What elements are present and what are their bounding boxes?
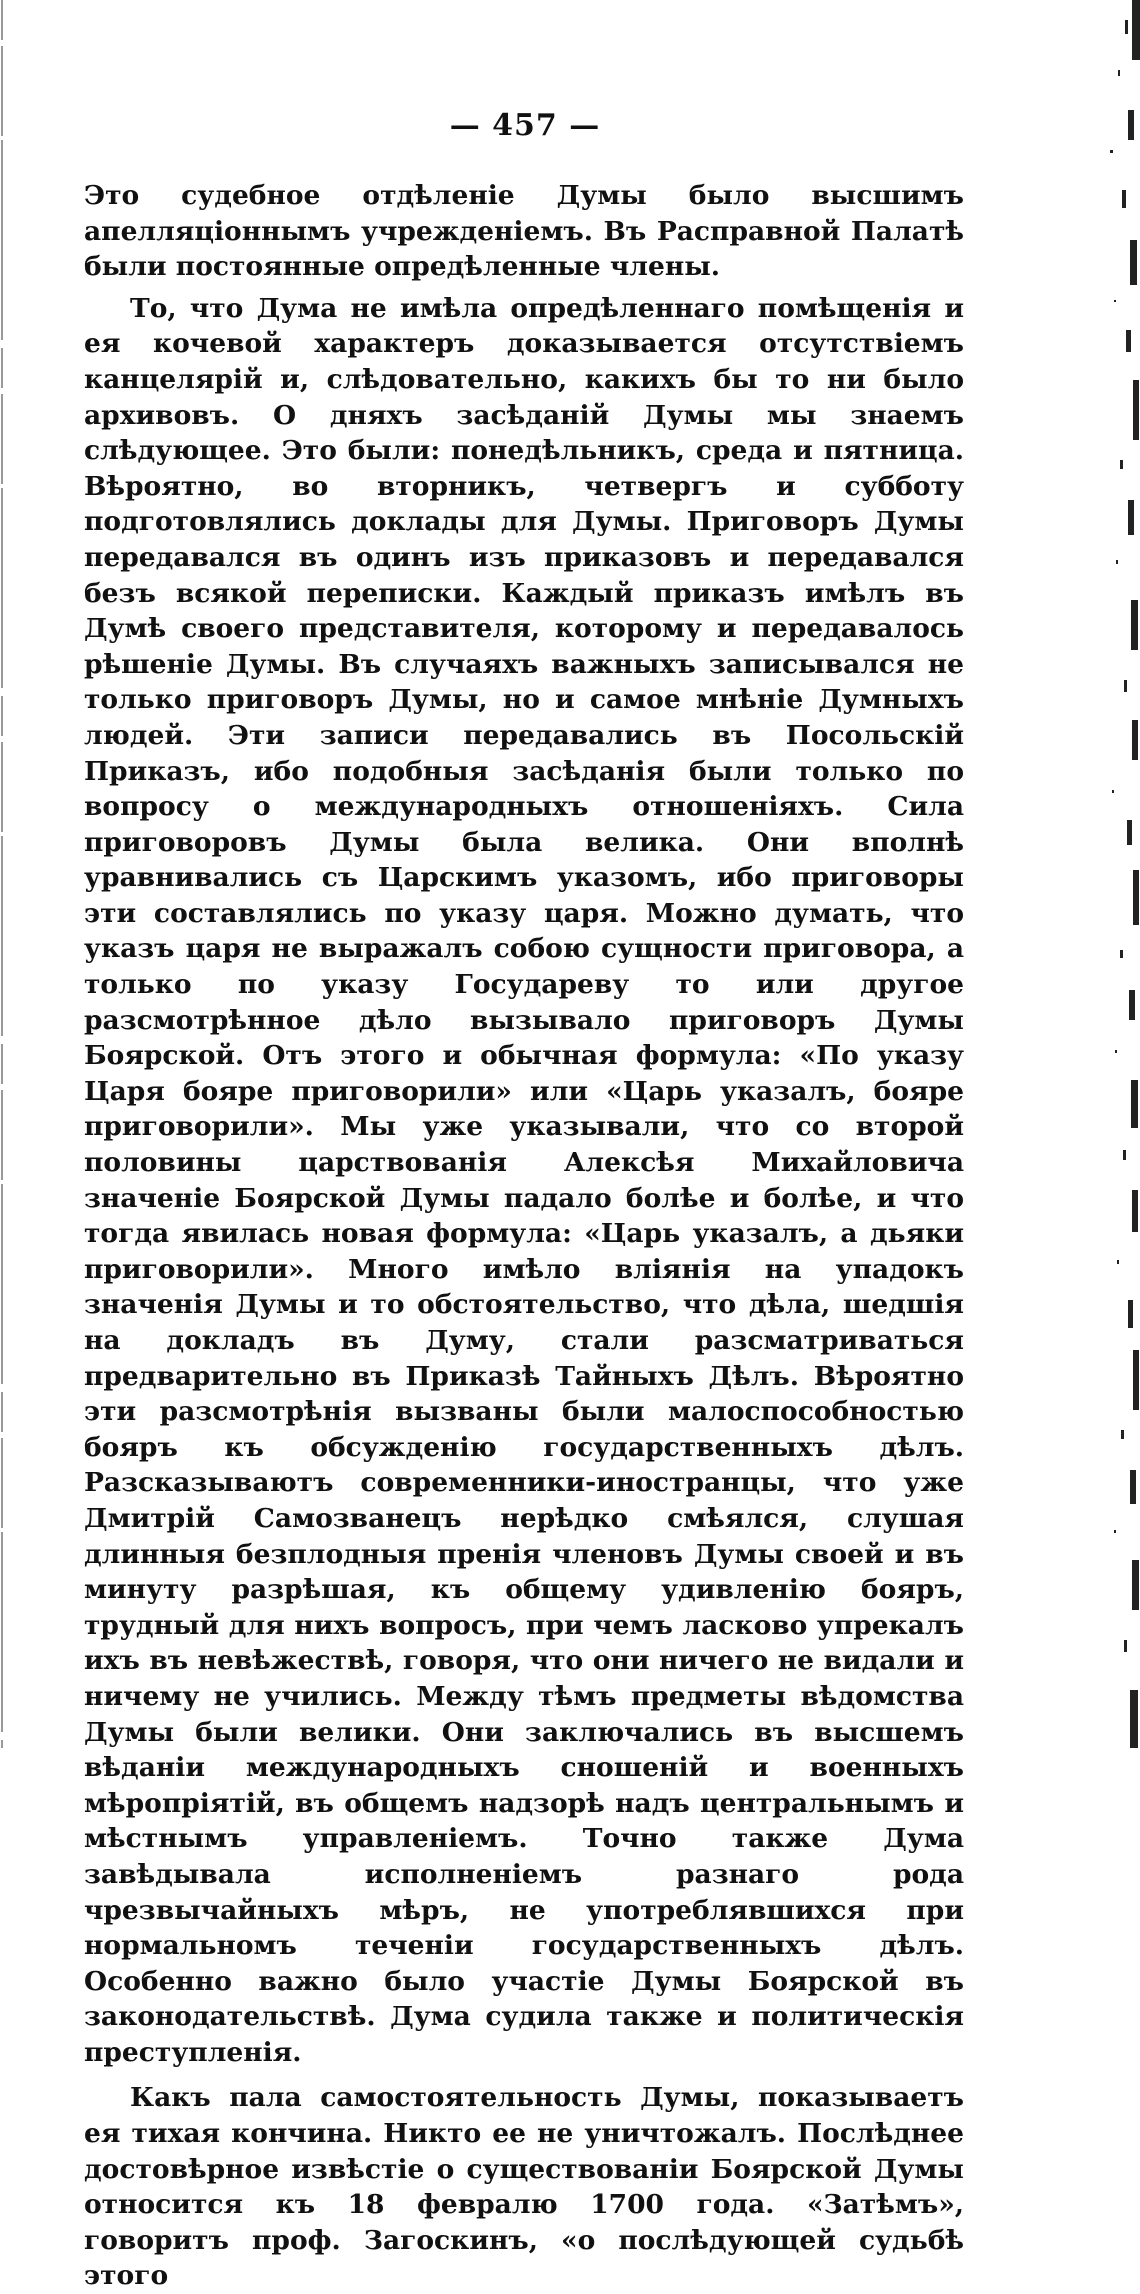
scan-left-edge-mark (0, 0, 6, 1748)
paragraph-1: Это судебное отдѣленіе Думы было высшимъ апелляціоннымъ учрежденіемъ. Въ Расправной Палатѣ были постоянные опредѣленные члены. (84, 180, 964, 283)
scan-noise-speckles (1070, 0, 1140, 1748)
paragraph-2: То, что Дума не имѣла опредѣленнаго помѣщенія и ея кочевой характеръ доказывается отсутствіемъ канцелярій и, слѣдовательно, какихъ бы то ни было архивовъ. О дняхъ засѣданій Думы мы знаемъ слѣдующее. Это были: понедѣльникъ, среда и пятница. Вѣроятно, во вторникъ, четвергъ и субботу подготовлялись доклады для Думы. Приговоръ Думы передавался въ одинъ изъ приказовъ и передавался безъ всякой переписки. Каждый приказъ имѣлъ въ Думѣ своего представителя, которому и передавалось рѣшеніе Думы. Въ случаяхъ важныхъ записывался не только приговоръ Думы, но и самое мнѣніе Думныхъ людей. Эти записи передавались въ Посольскій Приказъ, ибо подобныя засѣданія были только по вопросу о международныхъ отношеніяхъ. Сила приговоровъ Думы была велика. Они вполнѣ уравнивались съ Царскимъ указомъ, ибо приговоры эти составлялись по указу царя. Можно думать, что указъ царя не выражалъ собою сущности приговора, а только по указу Государеву то или другое разсмотрѣнное дѣло вызывало приговоръ Думы Боярской. Отъ этого и обычная формула: «По указу Царя бояре приговорили» или «Царь указалъ, бояре приговорили». Мы уже указывали, что со второй половины царствованія Алексѣя Михайловича значеніе Боярской Думы падало болѣе и болѣе, и что тогда явилась новая формула: «Царь указалъ, а дьяки приговорили». Много имѣло вліянія на упадокъ значенія Думы и то обстоятельство, что дѣла, шедшія на докладъ въ Думу, стали разсматриваться предварительно въ Приказѣ Тайныхъ Дѣлъ. Вѣроятно эти разсмотрѣнія вызваны были малоспособностью бояръ къ обсужденію государственныхъ дѣлъ. Разсказываютъ современники-иностранцы, что уже Дмитрій Самозванецъ нерѣдко смѣялся, слушая длинныя безплодныя пренія членовъ Думы своей и въ минуту разрѣшая, къ общему удивленію бояръ, трудный для нихъ вопросъ, при чемъ ласково упрекалъ ихъ въ невѣжествѣ, говоря, что они ничего не видали и ничему не учились. Между тѣмъ предметы вѣдомства Думы были велики. Они заключались въ высшемъ вѣданіи международныхъ сношеній и военныхъ мѣропріятій, въ общемъ надзорѣ надъ центральнымъ и мѣстнымъ управленіемъ. Точно также Дума завѣдывала исполненіемъ разнаго рода чрезвычайныхъ мѣръ, не употреблявшихся при нормальномъ теченіи государственныхъ дѣлъ. Особенно важно было участіе Думы Боярской въ законодательствѣ. Дума судила также и политическія преступленія. (84, 292, 964, 2068)
page-number: — 457 — (449, 108, 601, 143)
body-text (84, 178, 964, 2294)
scan-edge-noise (1070, 0, 1140, 1748)
paragraph-3: Какъ пала самостоятельность Думы, показываетъ ея тихая кончина. Никто ее не уничтожалъ. Послѣднее достовѣрное извѣстіе о существованіи Боярской Думы относится къ 18 февралю 1700 года. «Затѣмъ», говоритъ проф. Загоскинъ, «о послѣдующей судьбѣ этого (84, 2082, 964, 2292)
scan-left-edge (0, 0, 6, 1748)
